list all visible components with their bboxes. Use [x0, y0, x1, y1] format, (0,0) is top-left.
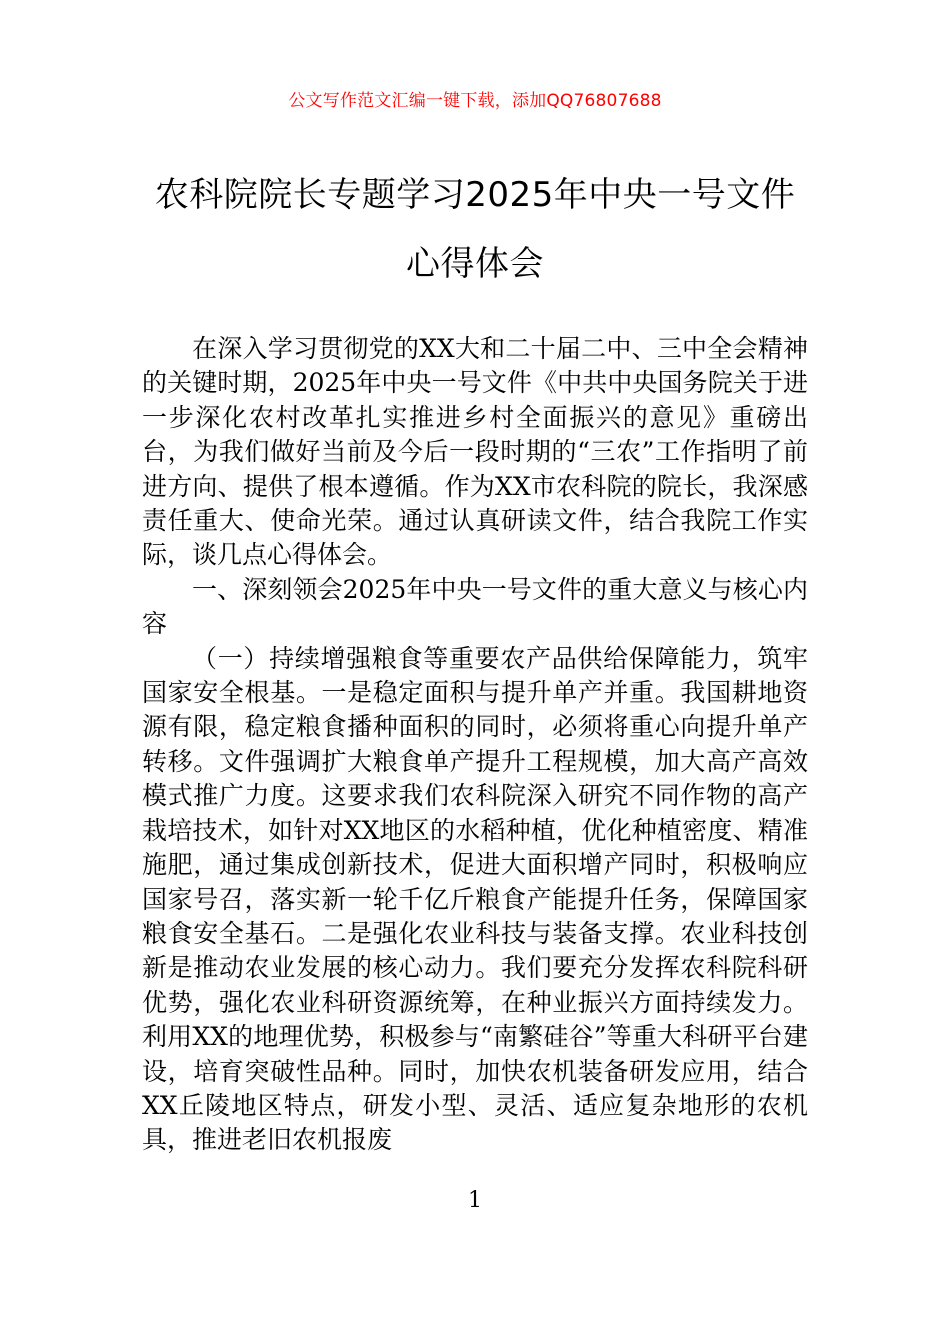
page-number: 1 — [468, 1188, 482, 1213]
header-note: 公文写作范文汇编一键下载，添加QQ76807688 — [288, 91, 662, 111]
document-body — [142, 332, 808, 1158]
paragraph-intro: 在深入学习贯彻党的XX大和二十届二中、三中全会精神的关键时期，2025年中央一号文件《中共中央国务院关于进一步深化农村改革扎实推进乡村全面振兴的意见》重磅出台，为我们做好当前及今后一段时期的“三农”工作指明了前进方向、提供了根本遵循。作为XX市农科院的院长，我深感责任重大、使命光荣。通过认真研读文件，结合我院工作实际，谈几点心得体会。 — [142, 334, 808, 570]
section-heading-1: 一、深刻领会2025年中央一号文件的重大意义与核心内容 — [142, 574, 808, 639]
document-title-line-2: 心得体会 — [406, 244, 544, 284]
document-title-line-1: 农科院院长专题学习2025年中央一号文件 — [154, 175, 796, 215]
paragraph-section-1-1: （一）持续增强粮食等重要农产品供给保障能力，筑牢国家安全根基。一是稳定面积与提升单产并重。我国耕地资源有限，稳定粮食播种面积的同时，必须将重心向提升单产转移。文件强调扩大粮食单产提升工程规模，加大高产高效模式推广力度。这要求我们农科院深入研究不同作物的高产栽培技术，如针对XX地区的水稻种植，优化种植密度、精准施肥，通过集成创新技术，促进大面积增产同时，积极响应国家号召，落实新一轮千亿斤粮食产能提升任务，保障国家粮食安全基石。二是强化农业科技与装备支撑。农业科技创新是推动农业发展的核心动力。我们要充分发挥农科院科研优势，强化农业科研资源统筹，在种业振兴方面持续发力。利用XX的地理优势，积极参与“南繁硅谷”等重大科研平台建设，培育突破性品种。同时，加快农机装备研发应用，结合XX丘陵地区特点，研发小型、灵活、适应复杂地形的农机具，推进老旧农机报废 — [142, 643, 808, 1155]
